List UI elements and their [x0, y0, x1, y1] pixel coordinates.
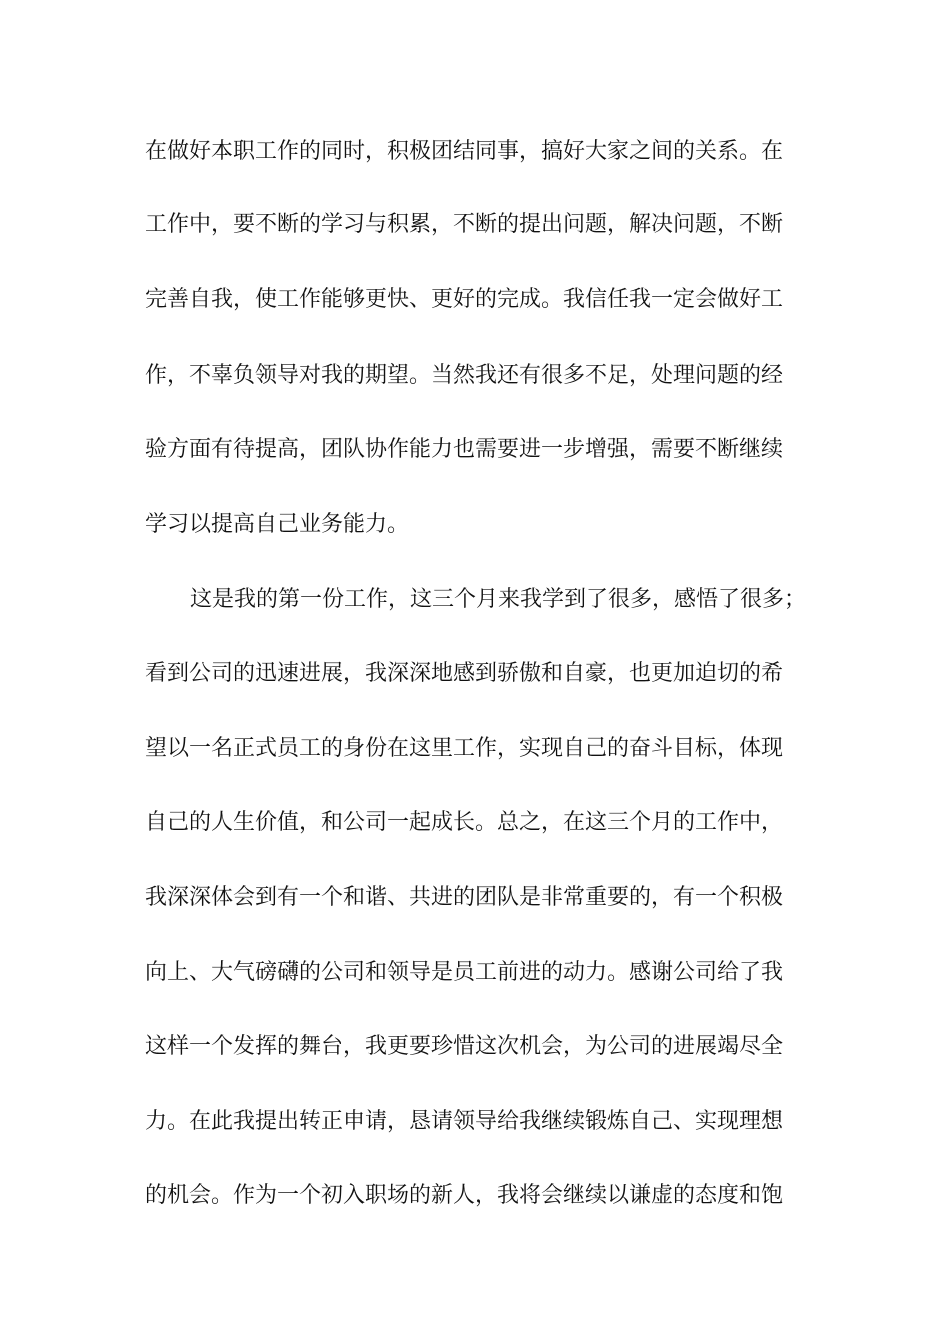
text-line: 验方面有待提高，团队协作能力也需要进一步增强，需要不断继续: [145, 437, 784, 462]
text-line: 我深深体会到有一个和谐、共进的团队是非常重要的，有一个积极: [145, 885, 784, 910]
text-line: 向上、大气磅礴的公司和领导是员工前进的动力。感谢公司给了我: [145, 960, 784, 985]
text-line: 完善自我，使工作能够更快、更好的完成。我信任我一定会做好工: [145, 287, 784, 312]
text-line: 力。在此我提出转正申请，恳请领导给我继续锻炼自己、实现理想: [145, 1109, 784, 1134]
text-line: 在做好本职工作的同时，积极团结同事，搞好大家之间的关系。在: [145, 139, 784, 164]
text-line: 望以一名正式员工的身份在这里工作，实现自己的奋斗目标，体现: [145, 736, 784, 761]
text-line: 的机会。作为一个初入职场的新人，我将会继续以谦虚的态度和饱: [145, 1183, 784, 1208]
text-line: 作，不辜负领导对我的期望。当然我还有很多不足，处理问题的经: [145, 363, 784, 388]
text-line: 学习以提高自己业务能力。: [145, 512, 410, 537]
text-line: 看到公司的迅速进展，我深深地感到骄傲和自豪，也更加迫切的希: [145, 661, 784, 686]
paragraph-start-line: 这是我的第一份工作，这三个月来我学到了很多，感悟了很多；: [190, 587, 807, 612]
text-line: 自己的人生价值，和公司一起成长。总之，在这三个月的工作中，: [145, 810, 784, 835]
text-line: 工作中，要不断的学习与积累，不断的提出问题，解决问题，不断: [145, 212, 784, 237]
text-line: 这样一个发挥的舞台，我更要珍惜这次机会，为公司的进展竭尽全: [145, 1034, 784, 1059]
